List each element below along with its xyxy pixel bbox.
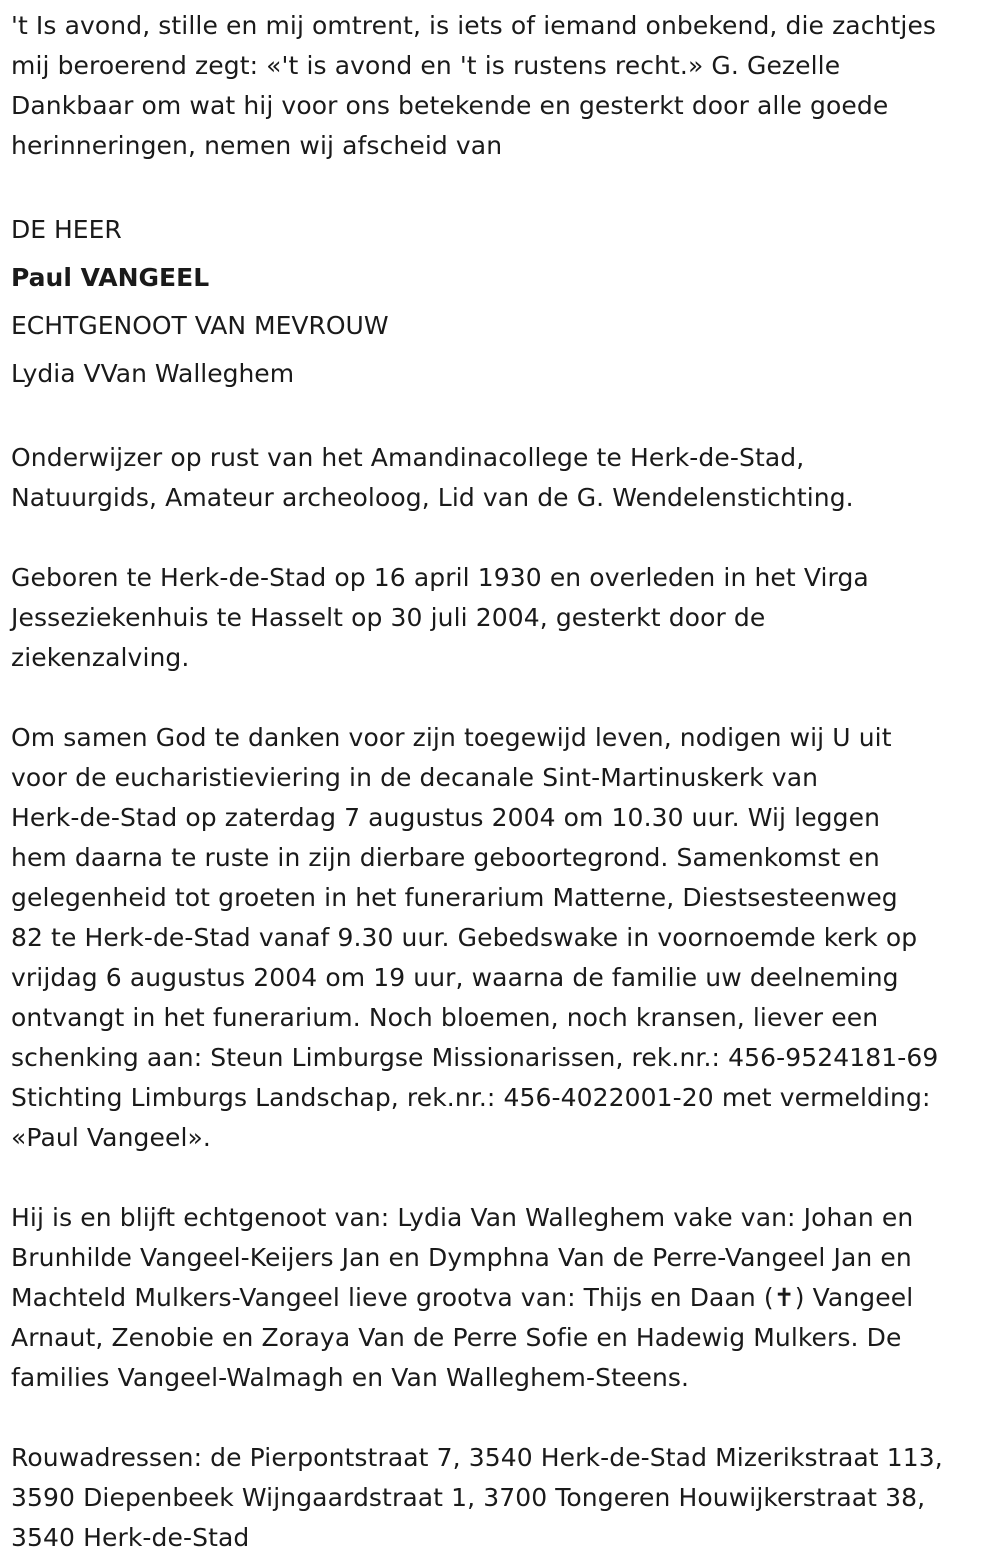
intro-line: mij beroerend zegt: «'t is avond en 't is rustens recht.» G. Gezelle <box>11 51 841 80</box>
address-line: Rouwadressen: de Pierpontstraat 7, 3540 Herk-de-Stad Mizerikstraat 113, <box>11 1443 943 1472</box>
spacer <box>11 518 988 558</box>
spacer <box>11 1398 988 1438</box>
ceremony-line: gelegenheid tot groeten in het funerarium Matterne, Diestsesteenweg <box>11 883 898 912</box>
ceremony-line: Om samen God te danken voor zijn toegewijd leven, nodigen wij U uit <box>11 723 892 752</box>
intro-line: herinneringen, nemen wij afscheid van <box>11 131 503 160</box>
intro-line: Dankbaar om wat hij voor ons betekende en gesterkt door alle goede <box>11 91 889 120</box>
addresses-paragraph <box>11 1438 988 1558</box>
birth-death-line: Geboren te Herk-de-Stad op 16 april 1930 en overleden in het Virga <box>11 563 869 592</box>
birth-death-line: Jesseziekenhuis te Hasselt op 30 juli 2004, gesterkt door de <box>11 603 766 632</box>
intro-paragraph <box>11 6 988 166</box>
spacer <box>11 1158 988 1198</box>
family-line: Hij is en blijft echtgenoot van: Lydia Van Walleghem vake van: Johan en <box>11 1203 914 1232</box>
spouse-name: Lydia VVan Walleghem <box>11 359 295 388</box>
birth-death-paragraph <box>11 558 988 678</box>
ceremony-line: hem daarna te ruste in zijn dierbare geboortegrond. Samenkomst en <box>11 843 880 872</box>
ceremony-line: Herk-de-Stad op zaterdag 7 augustus 2004 om 10.30 uur. Wij leggen <box>11 803 881 832</box>
ceremony-line: «Paul Vangeel». <box>11 1123 211 1152</box>
career-paragraph <box>11 438 988 518</box>
spacer <box>11 398 988 438</box>
family-paragraph <box>11 1198 988 1398</box>
deceased-name: Paul VANGEEL <box>11 263 210 292</box>
identity-block <box>11 206 988 398</box>
career-line: Onderwijzer op rust van het Amandinacollege te Herk-de-Stad, <box>11 443 805 472</box>
title-line: DE HEER <box>11 215 122 244</box>
spacer <box>11 166 988 206</box>
spacer <box>11 678 988 718</box>
ceremony-line: voor de eucharistieviering in de decanale Sint-Martinuskerk van <box>11 763 819 792</box>
ceremony-line: schenking aan: Steun Limburgse Missionarissen, rek.nr.: 456-9524181-69 <box>11 1043 939 1072</box>
ceremony-line: Stichting Limburgs Landschap, rek.nr.: 456-4022001-20 met vermelding: <box>11 1083 931 1112</box>
address-line: 3590 Diepenbeek Wijngaardstraat 1, 3700 Tongeren Houwijkerstraat 38, <box>11 1483 926 1512</box>
address-line: 3540 Herk-de-Stad <box>11 1523 250 1552</box>
ceremony-line: ontvangt in het funerarium. Noch bloemen, noch kransen, liever een <box>11 1003 879 1032</box>
family-line: families Vangeel-Walmagh en Van Walleghem-Steens. <box>11 1363 690 1392</box>
ceremony-paragraph <box>11 718 988 1158</box>
intro-line: 't Is avond, stille en mij omtrent, is iets of iemand onbekend, die zachtjes <box>11 11 937 40</box>
family-line: Brunhilde Vangeel-Keijers Jan en Dymphna Van de Perre-Vangeel Jan en <box>11 1243 912 1272</box>
career-line: Natuurgids, Amateur archeoloog, Lid van de G. Wendelenstichting. <box>11 483 854 512</box>
family-line: Machteld Mulkers-Vangeel lieve grootva van: Thijs en Daan (✝) Vangeel <box>11 1283 914 1312</box>
family-line: Arnaut, Zenobie en Zoraya Van de Perre Sofie en Hadewig Mulkers. De <box>11 1323 902 1352</box>
ceremony-line: vrijdag 6 augustus 2004 om 19 uur, waarna de familie uw deelneming <box>11 963 899 992</box>
birth-death-line: ziekenzalving. <box>11 643 190 672</box>
ceremony-line: 82 te Herk-de-Stad vanaf 9.30 uur. Gebedswake in voornoemde kerk op <box>11 923 918 952</box>
spouse-title: ECHTGENOOT VAN MEVROUW <box>11 311 389 340</box>
